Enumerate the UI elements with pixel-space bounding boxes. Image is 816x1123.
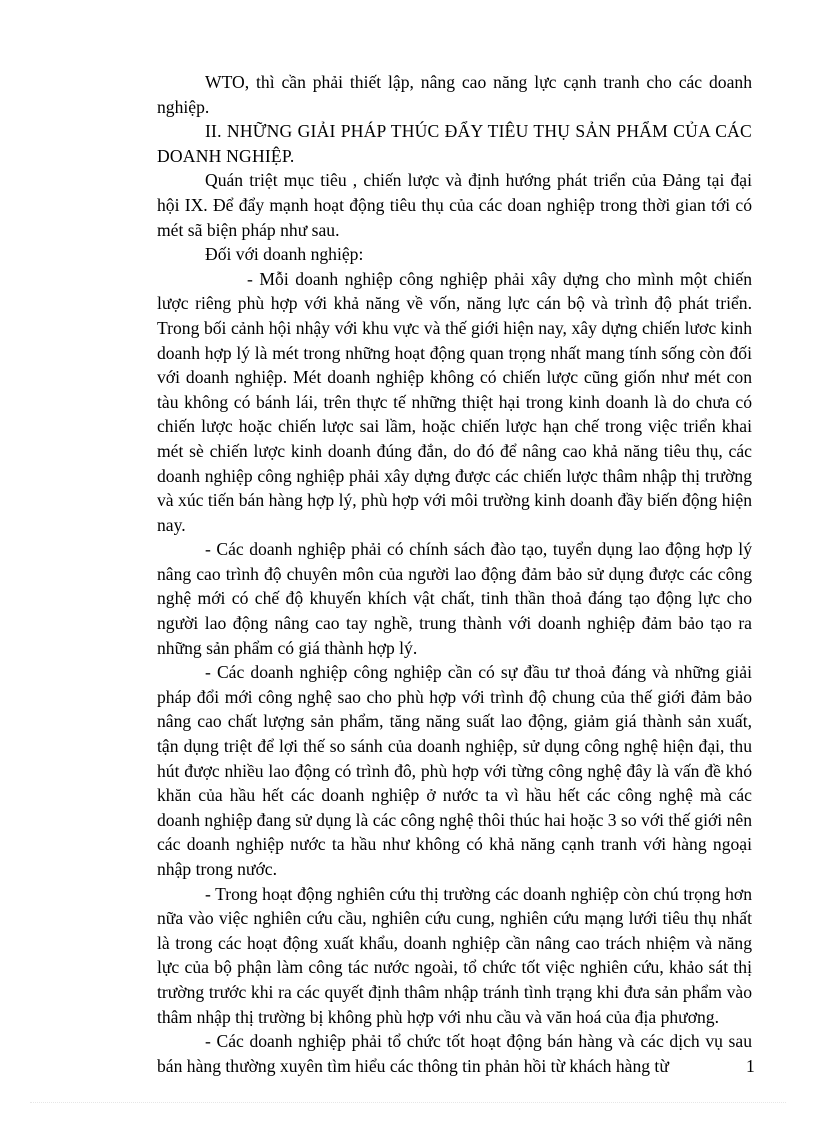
document-body (157, 70, 752, 1078)
section-heading: II. NHỮNG GIẢI PHÁP THÚC ĐẨY TIÊU THỤ SẢN PHẨM CỦA CÁC DOANH NGHIỆP. (157, 121, 752, 166)
paragraph-technology: - Các doanh nghiệp công nghiệp cần có sự đầu tư thoả đáng và những giải pháp đổi mới công nghệ sao cho phù hợp với trình độ chung của thế giới đảm bảo nâng cao chất lượng sản phẩm, tăng năng suất lao động, giảm giá thành sản xuất, tận dụng triệt để lợi thế so sánh của doanh nghiệp, sử dụng công nghệ hiện đại, thu hút được nhiều lao động có trình đô, phù hợp với từng công nghệ đây là vấn đề khó khăn của hầu hết các doanh nghiệp ở nước ta vì hầu hết các công nghệ mà các doanh nghiệp đang sử dụng là các công nghệ thôi thúc hai hoặc 3 so với thế giới nên các doanh nghiệp nước ta hầu như không có khả năng cạnh tranh với hàng ngoại nhập trong nước. (157, 662, 752, 879)
paragraph-market-research: - Trong hoạt động nghiên cứu thị trường các doanh nghiệp còn chú trọng hơn nữa vào việc nghiên cứu cầu, nghiên cứu cung, nghiên cứu mạng lưới tiêu thụ nhất là trong các hoạt động xuất khẩu, doanh nghiệp cần nâng cao trách nhiệm và năng lực của bộ phận làm công tác nước ngoài, tổ chức tốt việc nghiên cứu, khảo sát thị trường trước khi ra các quyết định thâm nhập tránh tình trạng khi đưa sản phẩm vào thâm nhập thị trường bị không phù hợp với nhu cầu và văn hoá của địa phương. (157, 883, 752, 1027)
paragraph-strategy: - Mỗi doanh nghiệp công nghiệp phải xây dựng cho mình một chiến lược riêng phù hợp với khả năng về vốn, năng lực cán bộ và trình độ phát triển. Trong bối cảnh hội nhậy với khu vực và thế giới hiện nay, xây dựng chiến lươc kinh doanh hợp lý là mét trong những hoạt động quan trọng nhất mang tính sống còn đối với doanh nghiệp. Mét doanh nghiệp không có chiến lược cũng giốn như mét con tàu không có bánh lái, trên thực tế những thiệt hại trong kinh doanh là do chưa có chiến lược hoặc chiến lược sai lầm, hoặc chiến lược hạn chế trong việc triển khai mét sè chiến lược kinh doanh đúng đắn, do đó để nâng cao khả năng tiêu thụ, các doanh nghiệp công nghiệp phải xây dựng được các chiến lược thâm nhập thị trường và xúc tiến bán hàng hợp lý, phù hợp với môi trường kinh doanh đầy biến động hiện nay. (157, 268, 752, 535)
paragraph-intro-continuation: WTO, thì cần phải thiết lập, nâng cao năng lực cạnh tranh cho các doanh nghiệp. (157, 72, 752, 117)
page-bottom-divider (30, 1102, 786, 1103)
paragraph-subheading-enterprises: Đối với doanh nghiệp: (205, 244, 364, 265)
paragraph-training: - Các doanh nghiệp phải có chính sách đào tạo, tuyển dụng lao động hợp lý nâng cao trình độ chuyên môn của người lao động đảm bảo sử dụng được các công nghệ mới có chế độ khuyến khích vật chất, tinh thần thoả đáng tạo động lực cho người lao động nâng cao tay nghề, trung thành với doanh nghiệp đảm bảo tạo ra những sản phẩm có giá thành hợp lý. (157, 539, 752, 658)
paragraph-objectives: Quán triệt mục tiêu , chiến lược và định hướng phát triển của Đảng tại đại hội IX. Để đẩy mạnh hoạt động tiêu thụ của các doan nghiệp trong thời gian tới có mét sã biện pháp như sau. (157, 170, 752, 240)
page-number: 1 (746, 1056, 755, 1076)
paragraph-sales-service: - Các doanh nghiệp phải tổ chức tốt hoạt động bán hàng và các dịch vụ sau bán hàng thường xuyên tìm hiểu các thông tin phản hồi từ khách hàng từ (157, 1031, 752, 1076)
